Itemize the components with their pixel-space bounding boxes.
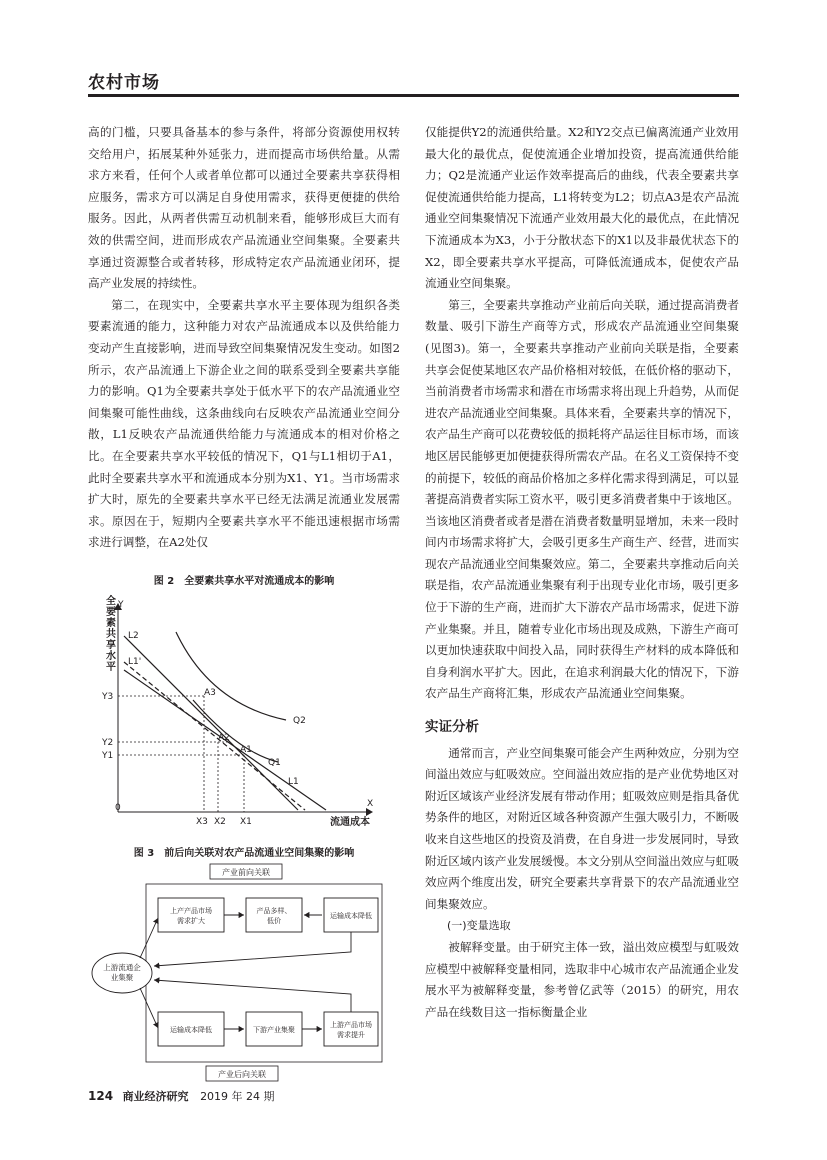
top-box-1-label-b: 需求扩大 <box>177 917 205 925</box>
figure-2-caption: 图 2 全要素共享水平对流通成本的影响 <box>153 576 335 587</box>
left-column <box>88 122 400 554</box>
tick-label-y3: Y3 <box>102 692 114 702</box>
curve-Q1 <box>193 700 278 762</box>
label-Q1: Q1 <box>268 758 281 768</box>
center-node-label-2: 业集聚 <box>110 973 134 982</box>
bottom-box-2-label: 下游产业集聚 <box>253 1026 295 1034</box>
label-L1: L1 <box>288 777 299 787</box>
center-node-label-1: 上游流通企 <box>103 963 141 972</box>
paragraph: 被解释变量。由于研究主体一致，溢出效应模型与虹吸效应模型中被解释变量相同，选取非中心城市农产品流通企业发展水平为被解释变量，参考曾亿武等（2015）的研究，用农产品在线数目这一指标衡量企业 <box>425 939 739 1019</box>
journal-name: 商业经济研究 <box>122 1090 189 1103</box>
arrow <box>140 988 158 1028</box>
header-rule <box>88 94 739 97</box>
curve-Q2 <box>176 632 286 720</box>
top-box-1-label-a: 上产产品市场 <box>170 907 212 915</box>
paragraph: 高的门槛，只要具备基本的参与条件，将部分资源使用权转交给用户，拓展某种外延张力，进而提高市场供给量。从需求方来看，任何个人或者单位都可以通过全要素共享获得相应服务，需求方可以满足自身使用需求，获得更便捷的供给服务。因此，从两者供需互动机制来看，能够形成巨大而有效的供需空间，进而形成农产品流通业空间集聚。全要素共享通过资源整合或者转移，形成特定农产品流通业闭环，提高产业发展的持续性。 <box>88 125 400 291</box>
section-title: 农村市场 <box>88 73 160 93</box>
x-axis-letter: X <box>367 799 374 809</box>
figure-2-diagram <box>88 592 400 832</box>
label-L1-prime: L1' <box>128 657 142 667</box>
page-footer <box>88 1088 275 1104</box>
tick-label-x3: X3 <box>196 817 208 827</box>
y-axis-label: 全要素共享水平 <box>106 596 116 673</box>
figure-3-caption: 图 3 前后向关联对农产品流通业空间集聚的影响 <box>133 848 355 859</box>
top-box-2-label-a: 产品多样、 <box>256 907 292 915</box>
label-A3: A3 <box>204 688 216 698</box>
bottom-box-3-label-b: 需求提升 <box>337 1031 365 1039</box>
page-number: 124 <box>88 1089 114 1103</box>
paragraph: 仅能提供Y2的流通供给量。X2和Y2交点已偏离流通产业效用最大化的最优点，促使流通企业增加投资，提高流通供给能力；Q2是流通产业运作效率提高后的曲线，代表全要素共享促使流通供给能力提高，L1将转变为L2；切点A3是农产品流通业空间集聚情况下流通产业效用最大化的最优点，在此情况下流通成本为X3，小于分散状态下的X1以及非最优状态下的X2，即全要素共享水平提高，可降低流通成本，促使农产品流通业空间集聚。 <box>425 125 739 291</box>
tick-label-x2: X2 <box>214 817 226 827</box>
subsection-heading: (一)变量选取 <box>447 919 511 933</box>
figure-3-diagram <box>88 862 400 1084</box>
y-axis-letter: Y <box>118 600 124 610</box>
label-Q2: Q2 <box>293 716 306 726</box>
feedback-arrow-top <box>154 932 351 966</box>
bottom-box-1-label: 运输成本降低 <box>170 1026 212 1034</box>
section-heading: 实证分析 <box>425 719 479 736</box>
label-A1: A1 <box>240 745 252 755</box>
x-axis-label: 流通成本 <box>330 817 370 828</box>
bottom-box-3-label-a: 上游产品市场 <box>330 1021 372 1029</box>
feedback-arrow-bottom <box>154 980 351 1012</box>
line-L2 <box>124 636 298 810</box>
top-box-2 <box>246 898 302 932</box>
top-box-3-label: 运输成本降低 <box>330 912 372 920</box>
top-box-2-label-b: 低价 <box>267 917 281 925</box>
paragraph: 第二，在现实中，全要素共享水平主要体现为组织各类要素流通的能力，这种能力对农产品流通成本以及供给能力变动产生直接影响，进而导致空间集聚情况发生变动。如图2所示，农产品流通上下游企业之间的联系受到全要素共享能力的影响。Q1为全要素共享处于低水平下的农产品流通业空间集聚可能性曲线，这条曲线向右反映农产品流通业空间分散，L1反映农产品流通供给能力与流通成本的相对价格之比。在全要素共享水平较低的情况下，Q1与L1相切于A1，此时全要素共享水平和流通成本分别为X1、Y1。当市场需求扩大时，原先的全要素共享水平已经无法满足流通业发展需求。原因在于，短期内全要素共享水平不能迅速根据市场需求进行调整，在A2处仅 <box>88 297 400 550</box>
paragraph: 通常而言，产业空间集聚可能会产生两种效应，分别为空间溢出效应与虹吸效应。空间溢出效应指的是产业优势地区对附近区域该产业经济发展有带动作用；虹吸效应则是指具备优势条件的地区，对附近区域各种资源产生强大吸引力，不断吸收来自这些地区的投资及消费，在自身进一步发展同时，导致附近区域内该产业发展缓慢。本文分别从空间溢出效应与虹吸效应两个维度出发，研究全要素共享背景下的农产品流通业空间集聚效应。 <box>425 745 739 911</box>
tick-label-y2: Y2 <box>102 738 114 748</box>
paragraph: 第三，全要素共享推动产业前后向关联，通过提高消费者数量、吸引下游生产商等方式，形成农产品流通业空间集聚(见图3)。第一，全要素共享推动产业前向关联是指，全要素共享会促使某地区农产品价格相对较低，在低价格的驱动下，当前消费者市场需求和潜在市场需求将出现上升趋势，从而促进农产品流通业空间集聚。具体来看，全要素共享的情况下，农产品生产商可以花费较低的损耗将产品运往目标市场，而该地区居民能够更加便捷获得所需农产品。在名义工资保持不变的前提下，较低的商品价格加之多样化需求得到满足，可以显著提高消费者实际工资水平，吸引更多消费者集中于该地区。当该地区消费者或者是潜在消费者数量明显增加，未来一段时间内市场需求将扩大，会吸引更多生产商生产、经营，进而实现农产品流通业空间集聚效应。第二，全要素共享推动后向关联是指，农产品流通业集聚有利于出现专业化市场，吸引更多位于下游的生产商，进而扩大下游农产品市场需求，促进下游产业集聚。并且，随着专业化市场出现及成熟，下游生产商可以更加快速获取中间投入品，同时获得生产材料的成本降低和自身利润水平扩大。因此，在追求利润最大化的情况下，下游农产品生产商将汇集，形成农产品流通业空间集聚。 <box>425 297 739 701</box>
issue-label: 2019 年 24 期 <box>200 1090 275 1103</box>
top-box-1 <box>158 898 224 932</box>
label-A2: A2 <box>218 733 230 743</box>
forward-linkage-label: 产业前向关联 <box>222 868 270 877</box>
tick-label-y1: Y1 <box>102 751 114 761</box>
backward-linkage-label: 产业后向关联 <box>218 1070 266 1079</box>
origin-label: 0 <box>115 803 121 813</box>
arrow <box>140 918 158 958</box>
right-column <box>425 122 739 1023</box>
label-L2: L2 <box>128 631 139 641</box>
tick-label-x1: X1 <box>240 817 252 827</box>
bottom-box-3 <box>324 1012 378 1046</box>
